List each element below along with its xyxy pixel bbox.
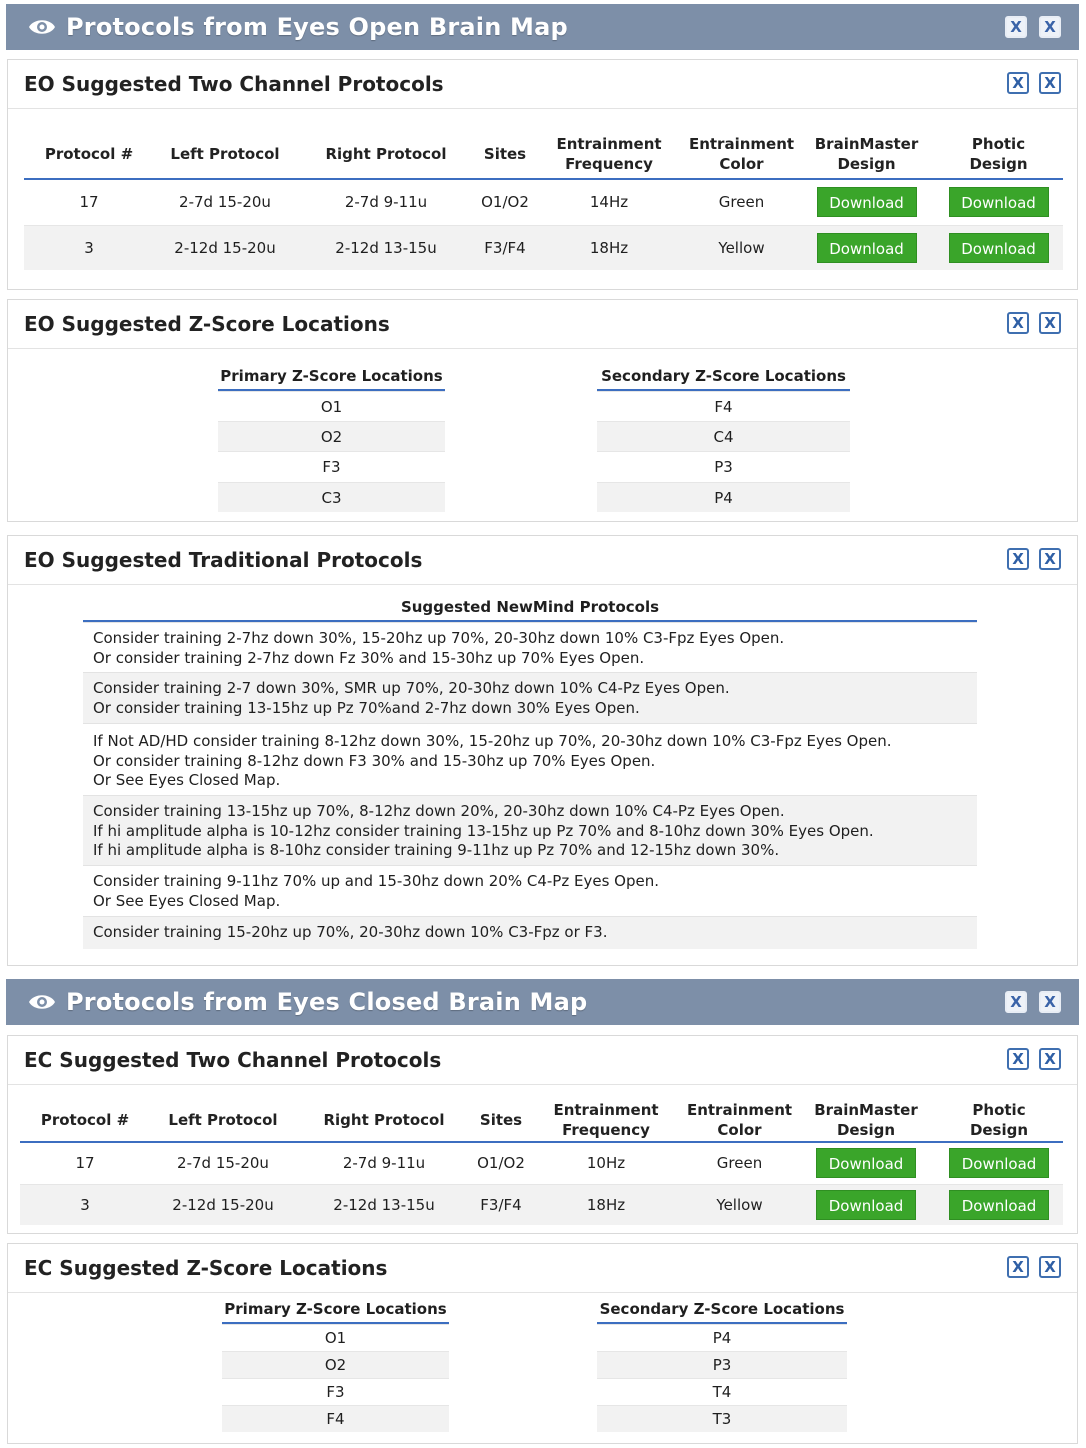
collapse-button[interactable]: X (1005, 16, 1027, 38)
collapse-button[interactable]: X (1007, 312, 1029, 334)
traditional-protocols-table (83, 595, 977, 949)
ec-two-channel-panel (7, 1035, 1078, 1234)
col-entrainment-color: Entrainment Color (682, 1098, 797, 1142)
table-row: Consider training 9-11hz 70% up and 15-30hz down 20% C4-Pz Eyes Open. Or See Eyes Closed Map. (83, 865, 977, 916)
brainmaster-download-button[interactable]: Download (817, 233, 917, 263)
photic-download-button[interactable]: Download (949, 233, 1049, 263)
collapse-button[interactable]: X (1007, 72, 1029, 94)
cell-protocol: 3 (24, 225, 154, 270)
secondary-zscore-list (597, 1296, 847, 1432)
brainmaster-download-button[interactable]: Download (816, 1148, 916, 1178)
banner-title: Protocols from Eyes Closed Brain Map (66, 988, 588, 1016)
list-item: F3 (218, 451, 445, 482)
primary-zscore-header: Primary Z-Score Locations (218, 363, 445, 391)
cell-right-protocol: 2-7d 9-11u (296, 1142, 472, 1184)
col-entrainment-frequency: Entrainment Frequency (534, 129, 684, 179)
panel-title: EC Suggested Two Channel Protocols (24, 1048, 442, 1072)
list-item: T3 (597, 1405, 847, 1432)
protocol-table (24, 129, 1063, 270)
eo-two-channel-panel (7, 59, 1078, 290)
close-button[interactable]: X (1039, 1256, 1061, 1278)
col-photic-design: Photic Design (935, 1098, 1063, 1142)
list-item: F4 (222, 1405, 449, 1432)
col-left-protocol: Left Protocol (150, 1098, 296, 1142)
cell-protocol: 3 (20, 1184, 150, 1225)
list-item: F4 (597, 391, 850, 421)
ec-zscore-panel (7, 1243, 1078, 1444)
panel-header (8, 1244, 1077, 1293)
banner-title: Protocols from Eyes Open Brain Map (66, 13, 568, 41)
list-item: T4 (597, 1378, 847, 1405)
cell-color: Green (682, 1142, 797, 1184)
cell-left-protocol: 2-12d 15-20u (154, 225, 296, 270)
panel-header (8, 536, 1077, 585)
cell-left-protocol: 2-12d 15-20u (150, 1184, 296, 1225)
cell-left-protocol: 2-7d 15-20u (150, 1142, 296, 1184)
eo-zscore-panel (7, 299, 1078, 522)
cell-sites: O1/O2 (472, 1142, 530, 1184)
col-entrainment-color: Entrainment Color (684, 129, 799, 179)
cell-right-protocol: 2-12d 13-15u (296, 1184, 472, 1225)
close-button[interactable]: X (1039, 312, 1061, 334)
col-right-protocol: Right Protocol (296, 129, 476, 179)
close-button[interactable]: X (1039, 991, 1061, 1013)
cell-color: Green (684, 179, 799, 225)
brainmaster-download-button[interactable]: Download (817, 187, 917, 217)
eye-icon (28, 17, 56, 37)
close-button[interactable]: X (1039, 72, 1061, 94)
list-item: O1 (222, 1324, 449, 1351)
cell-sites: F3/F4 (472, 1184, 530, 1225)
list-item: P4 (597, 482, 850, 512)
panel-title: EO Suggested Traditional Protocols (24, 548, 423, 572)
cell-right-protocol: 2-7d 9-11u (296, 179, 476, 225)
col-protocol: Protocol # (20, 1098, 150, 1142)
panel-header (8, 60, 1077, 109)
table-row: Consider training 2-7hz down 30%, 15-20hz up 70%, 20-30hz down 10% C3-Fpz Eyes Open. Or consider training 2-7hz down Fz 30% and 15-30hz up 70% Eyes Open. (83, 622, 977, 672)
col-photic-design: Photic Design (934, 129, 1063, 179)
cell-sites: O1/O2 (476, 179, 534, 225)
close-button[interactable]: X (1039, 548, 1061, 570)
close-button[interactable]: X (1039, 16, 1061, 38)
col-right-protocol: Right Protocol (296, 1098, 472, 1142)
table-header-row (24, 129, 1063, 179)
table-row (20, 1142, 1063, 1184)
secondary-zscore-header: Secondary Z-Score Locations (597, 363, 850, 391)
cell-frequency: 18Hz (534, 225, 684, 270)
panel-title: EC Suggested Z-Score Locations (24, 1256, 388, 1280)
photic-download-button[interactable]: Download (949, 1190, 1049, 1220)
primary-zscore-list (222, 1296, 449, 1432)
eyes-closed-banner (6, 979, 1079, 1025)
list-item: P4 (597, 1324, 847, 1351)
col-sites: Sites (476, 129, 534, 179)
list-item: F3 (222, 1378, 449, 1405)
close-button[interactable]: X (1039, 1048, 1061, 1070)
cell-left-protocol: 2-7d 15-20u (154, 179, 296, 225)
table-row (20, 1184, 1063, 1225)
collapse-button[interactable]: X (1007, 1048, 1029, 1070)
panel-header (8, 1036, 1077, 1085)
table-row: If Not AD/HD consider training 8-12hz down 30%, 15-20hz up 70%, 20-30hz down 10% C3-Fpz Eyes Open. Or consider training 8-12hz down F3 30% and 15-30hz up 70% Eyes Open. Or See Eyes Closed Map. (83, 723, 977, 795)
secondary-zscore-header: Secondary Z-Score Locations (597, 1296, 847, 1324)
col-protocol: Protocol # (24, 129, 154, 179)
list-item: O1 (218, 391, 445, 421)
cell-frequency: 10Hz (530, 1142, 682, 1184)
table-row (24, 225, 1063, 270)
col-left-protocol: Left Protocol (154, 129, 296, 179)
eo-traditional-panel (7, 535, 1078, 966)
col-sites: Sites (472, 1098, 530, 1142)
collapse-button[interactable]: X (1007, 1256, 1029, 1278)
cell-frequency: 14Hz (534, 179, 684, 225)
secondary-zscore-list (597, 363, 850, 512)
primary-zscore-list (218, 363, 445, 512)
photic-download-button[interactable]: Download (949, 1148, 1049, 1178)
collapse-button[interactable]: X (1005, 991, 1027, 1013)
table-row: Consider training 13-15hz up 70%, 8-12hz down 20%, 20-30hz down 10% C4-Pz Eyes Open. If hi amplitude alpha is 10-12hz consider training 13-15hz up Pz 70% and 8-10hz down 30% Eyes Open. If hi amplitude alpha is 8-10hz consider training 9-11hz up Pz 70% and 12-15hz down 30%. (83, 795, 977, 865)
col-entrainment-frequency: Entrainment Frequency (530, 1098, 682, 1142)
table-row: Consider training 15-20hz up 70%, 20-30hz down 10% C3-Fpz or F3. (83, 916, 977, 949)
protocol-table (20, 1098, 1063, 1225)
cell-color: Yellow (684, 225, 799, 270)
panel-title: EO Suggested Z-Score Locations (24, 312, 390, 336)
col-brainmaster-design: BrainMaster Design (797, 1098, 935, 1142)
table-header-row (20, 1098, 1063, 1142)
traditional-header: Suggested NewMind Protocols (83, 595, 977, 622)
list-item: O2 (222, 1351, 449, 1378)
panel-header (8, 300, 1077, 349)
list-item: P3 (597, 451, 850, 482)
collapse-button[interactable]: X (1007, 548, 1029, 570)
list-item: P3 (597, 1351, 847, 1378)
col-brainmaster-design: BrainMaster Design (799, 129, 934, 179)
cell-color: Yellow (682, 1184, 797, 1225)
list-item: C3 (218, 482, 445, 512)
cell-frequency: 18Hz (530, 1184, 682, 1225)
cell-protocol: 17 (24, 179, 154, 225)
cell-sites: F3/F4 (476, 225, 534, 270)
eye-icon (28, 992, 56, 1012)
cell-right-protocol: 2-12d 13-15u (296, 225, 476, 270)
photic-download-button[interactable]: Download (949, 187, 1049, 217)
table-row: Consider training 2-7 down 30%, SMR up 70%, 20-30hz down 10% C4-Pz Eyes Open. Or consider training 13-15hz up Pz 70%and 2-7hz down 30% Eyes Open. (83, 672, 977, 723)
list-item: O2 (218, 421, 445, 451)
eyes-open-banner (6, 4, 1079, 50)
list-item: C4 (597, 421, 850, 451)
brainmaster-download-button[interactable]: Download (816, 1190, 916, 1220)
cell-protocol: 17 (20, 1142, 150, 1184)
primary-zscore-header: Primary Z-Score Locations (222, 1296, 449, 1324)
panel-title: EO Suggested Two Channel Protocols (24, 72, 444, 96)
table-row (24, 179, 1063, 225)
